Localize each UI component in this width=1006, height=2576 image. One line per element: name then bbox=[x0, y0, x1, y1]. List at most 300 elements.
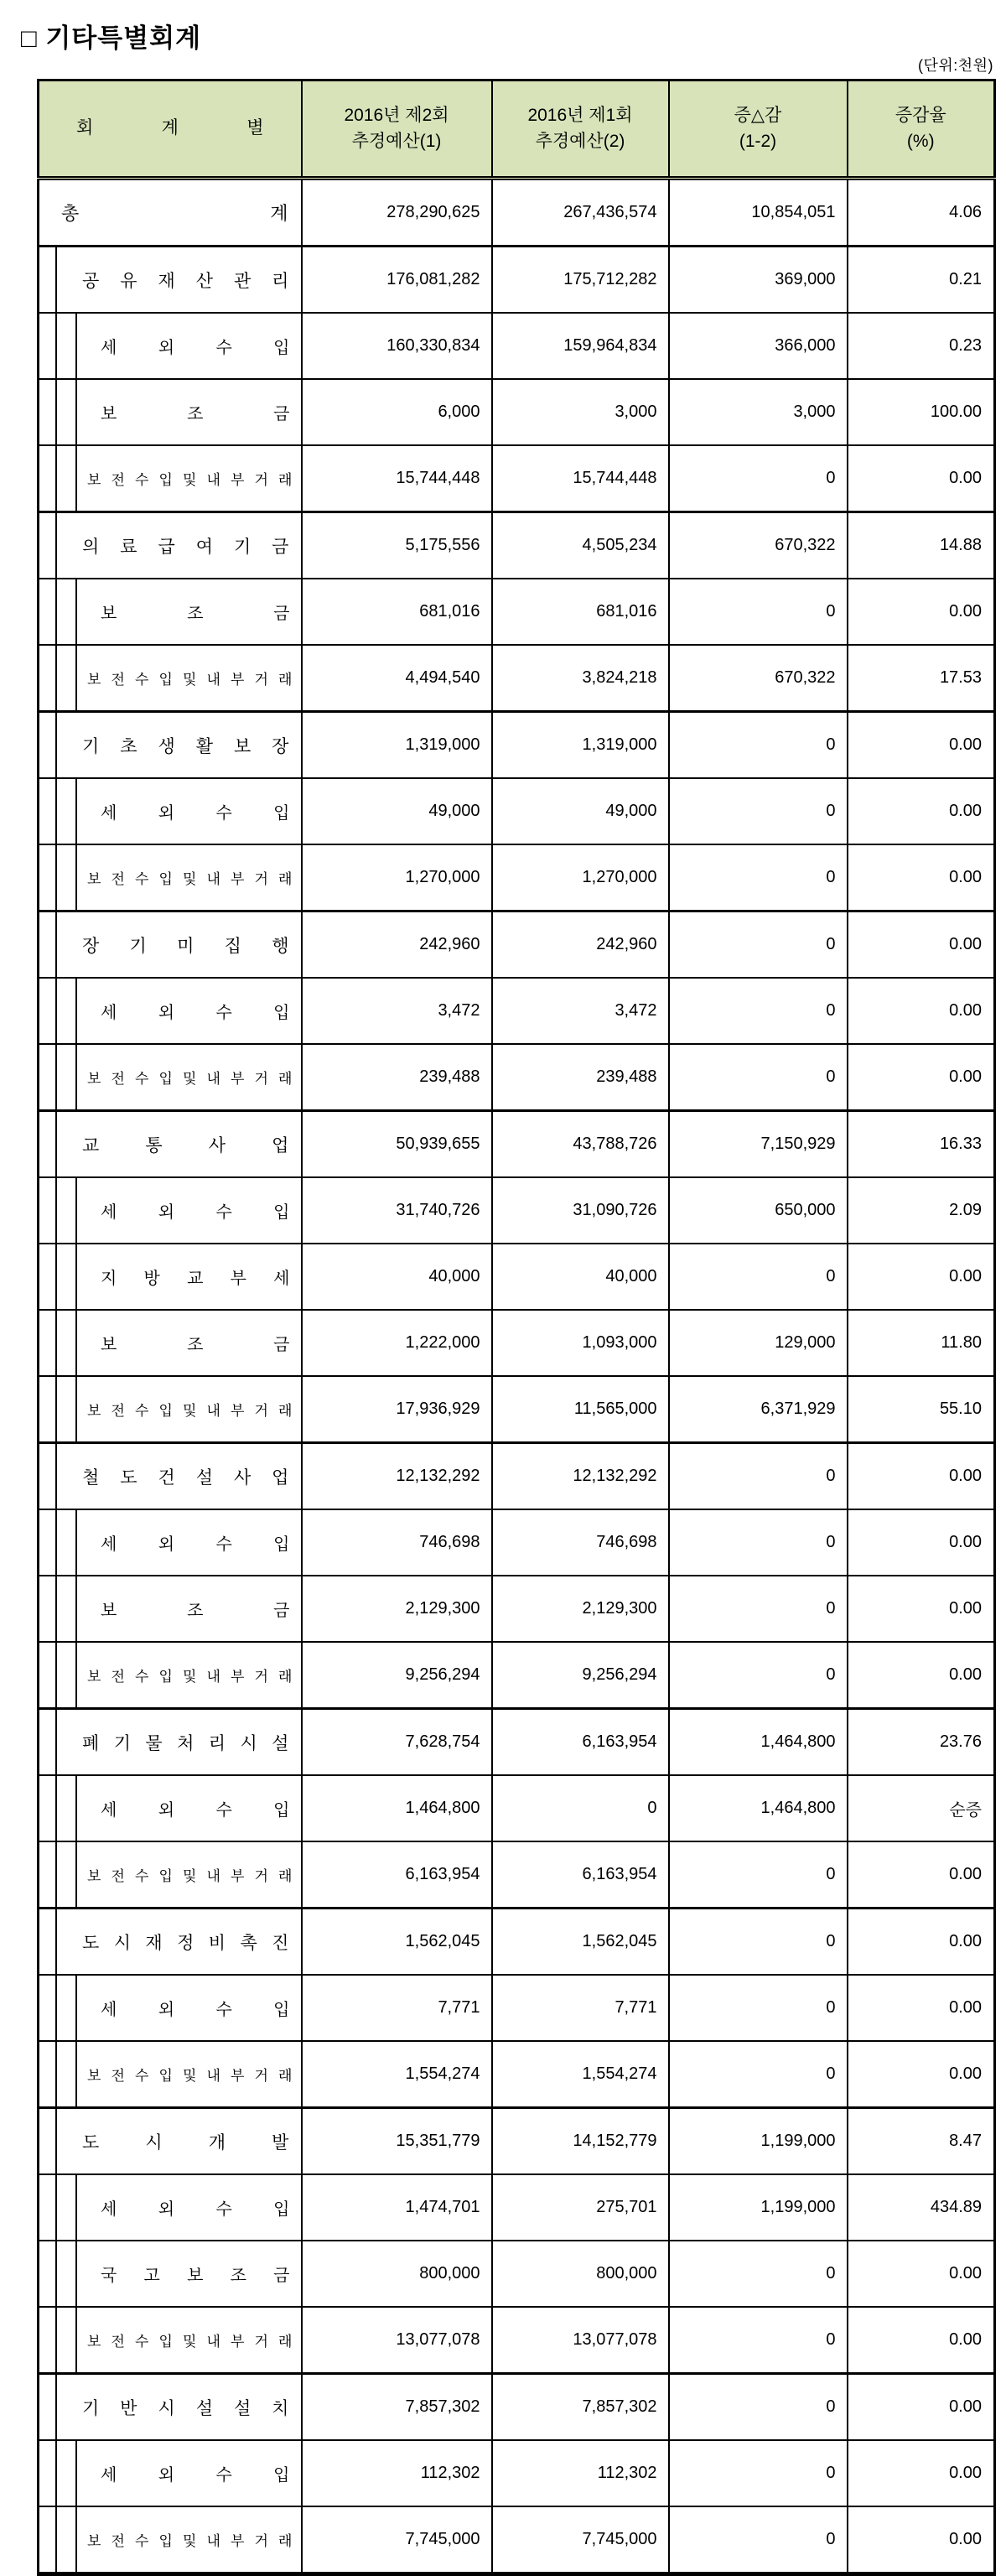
amount-budget2-cell: 13,077,078 bbox=[302, 2307, 492, 2374]
indent-guide-level2 bbox=[57, 1311, 77, 1375]
rate-cell: 순증 bbox=[848, 1775, 995, 1841]
indent-guide-level1 bbox=[39, 446, 57, 511]
rate-cell: 0.00 bbox=[848, 2041, 995, 2108]
col-header-rate-line2: (%) bbox=[906, 131, 935, 151]
account-name: 보 전 수 입 및 내 부 거 래 bbox=[87, 871, 293, 887]
unit-label: (단위:천원) bbox=[917, 57, 993, 74]
amount-diff-cell: 0 bbox=[669, 978, 848, 1044]
account-name: 세 외 수 입 bbox=[101, 2466, 290, 2485]
indent-guide-level2 bbox=[57, 1244, 77, 1309]
amount-budget1-cell: 3,824,218 bbox=[492, 645, 669, 712]
amount-budget1-cell: 12,132,292 bbox=[492, 1443, 669, 1510]
account-name: 지 방 교 부 세 bbox=[101, 1270, 290, 1288]
amount-budget1-cell: 40,000 bbox=[492, 1244, 669, 1310]
table-body bbox=[39, 179, 995, 2574]
indent-guide-level1 bbox=[39, 1909, 57, 1974]
account-sub-row bbox=[39, 1310, 995, 1376]
amount-budget2-cell: 1,554,274 bbox=[302, 2041, 492, 2108]
indent-guide-level1 bbox=[39, 1776, 57, 1841]
amount-budget2-cell: 746,698 bbox=[302, 1509, 492, 1576]
indent-guide-level2 bbox=[57, 446, 77, 511]
account-name: 보 전 수 입 및 내 부 거 래 bbox=[87, 472, 293, 488]
account-group-row bbox=[39, 1909, 995, 1976]
indent-guide-level2 bbox=[57, 1776, 77, 1841]
amount-diff-cell: 10,854,051 bbox=[669, 179, 848, 247]
account-sub-row bbox=[39, 313, 995, 379]
indent-guide-level2 bbox=[57, 2042, 77, 2106]
account-name-cell bbox=[39, 247, 302, 314]
amount-budget1-cell: 112,302 bbox=[492, 2440, 669, 2506]
amount-budget1-cell: 13,077,078 bbox=[492, 2307, 669, 2374]
account-group-row bbox=[39, 247, 995, 314]
amount-budget1-cell: 3,472 bbox=[492, 978, 669, 1044]
account-name: 보 조 금 bbox=[101, 405, 290, 423]
indent-guide-level2 bbox=[57, 2241, 77, 2306]
amount-budget1-cell: 6,163,954 bbox=[492, 1709, 669, 1776]
rate-cell: 434.89 bbox=[848, 2174, 995, 2241]
indent-guide-level1 bbox=[39, 912, 57, 977]
rate-cell: 0.00 bbox=[848, 2307, 995, 2374]
indent-guide-level1 bbox=[39, 1643, 57, 1707]
indent-guide-level1 bbox=[39, 1178, 57, 1243]
account-name: 세 외 수 입 bbox=[101, 1203, 290, 1222]
amount-budget2-cell: 50,939,655 bbox=[302, 1111, 492, 1178]
amount-budget1-cell: 7,745,000 bbox=[492, 2506, 669, 2574]
amount-budget2-cell: 2,129,300 bbox=[302, 1576, 492, 1642]
account-sub-row bbox=[39, 379, 995, 445]
account-name-cell bbox=[39, 579, 302, 645]
amount-budget2-cell: 6,163,954 bbox=[302, 1841, 492, 1909]
account-name-cell bbox=[39, 911, 302, 979]
indent-guide-level2 bbox=[57, 1643, 77, 1707]
amount-diff-cell: 7,150,929 bbox=[669, 1111, 848, 1178]
amount-budget1-cell: 7,857,302 bbox=[492, 2374, 669, 2441]
amount-budget2-cell: 9,256,294 bbox=[302, 1642, 492, 1709]
amount-budget1-cell: 1,270,000 bbox=[492, 844, 669, 911]
rate-cell: 0.00 bbox=[848, 445, 995, 512]
account-name-cell bbox=[39, 2374, 302, 2441]
amount-budget1-cell: 681,016 bbox=[492, 579, 669, 645]
account-name-cell bbox=[39, 1044, 302, 1111]
account-sub-row bbox=[39, 978, 995, 1044]
indent-guide-level1 bbox=[39, 2241, 57, 2306]
amount-budget2-cell: 5,175,556 bbox=[302, 512, 492, 579]
rate-cell: 17.53 bbox=[848, 645, 995, 712]
account-group-row bbox=[39, 1111, 995, 1178]
amount-budget1-cell: 4,505,234 bbox=[492, 512, 669, 579]
account-name-cell bbox=[39, 179, 302, 247]
amount-budget1-cell: 9,256,294 bbox=[492, 1642, 669, 1709]
page-title: □ 기타특별회계 bbox=[21, 23, 202, 53]
account-name-cell bbox=[39, 1111, 302, 1178]
amount-diff-cell: 366,000 bbox=[669, 313, 848, 379]
amount-diff-cell: 0 bbox=[669, 1044, 848, 1111]
amount-diff-cell: 670,322 bbox=[669, 645, 848, 712]
account-name: 보 전 수 입 및 내 부 거 래 bbox=[87, 672, 293, 688]
account-name-cell bbox=[39, 778, 302, 844]
account-name-cell bbox=[39, 313, 302, 379]
account-name: 보 전 수 입 및 내 부 거 래 bbox=[87, 2068, 293, 2084]
amount-diff-cell: 0 bbox=[669, 1975, 848, 2041]
account-name: 폐 기 물 처 리 시 설 bbox=[82, 1733, 289, 1753]
account-name-cell bbox=[39, 1443, 302, 1510]
rate-cell: 0.00 bbox=[848, 1509, 995, 1576]
amount-budget2-cell: 3,472 bbox=[302, 978, 492, 1044]
amount-budget1-cell: 15,744,448 bbox=[492, 445, 669, 512]
indent-guide-level2 bbox=[57, 2507, 77, 2572]
rate-cell: 0.00 bbox=[848, 1841, 995, 1909]
account-name: 보 조 금 bbox=[101, 1602, 290, 1620]
amount-budget2-cell: 1,319,000 bbox=[302, 712, 492, 779]
rate-cell: 0.00 bbox=[848, 1909, 995, 1976]
rate-cell: 4.06 bbox=[848, 179, 995, 247]
account-name-cell bbox=[39, 2440, 302, 2506]
rate-cell: 0.00 bbox=[848, 712, 995, 779]
account-sub-row bbox=[39, 1177, 995, 1244]
account-sub-row bbox=[39, 2174, 995, 2241]
indent-guide-level1 bbox=[39, 1244, 57, 1309]
amount-diff-cell: 0 bbox=[669, 712, 848, 779]
rate-cell: 0.00 bbox=[848, 978, 995, 1044]
account-name-cell bbox=[39, 1909, 302, 1976]
account-sub-row bbox=[39, 2440, 995, 2506]
rate-cell: 55.10 bbox=[848, 1376, 995, 1443]
account-name-cell bbox=[39, 712, 302, 779]
amount-budget2-cell: 176,081,282 bbox=[302, 247, 492, 314]
account-name: 기 반 시 설 설 치 bbox=[82, 2398, 289, 2418]
amount-budget2-cell: 7,628,754 bbox=[302, 1709, 492, 1776]
indent-guide-level1 bbox=[39, 2375, 57, 2439]
amount-diff-cell: 3,000 bbox=[669, 379, 848, 445]
amount-budget1-cell: 11,565,000 bbox=[492, 1376, 669, 1443]
account-sub-row bbox=[39, 1376, 995, 1443]
header-row bbox=[39, 80, 995, 179]
amount-budget2-cell: 1,474,701 bbox=[302, 2174, 492, 2241]
account-sub-row bbox=[39, 1576, 995, 1642]
account-name-cell bbox=[39, 1310, 302, 1376]
account-name: 세 외 수 입 bbox=[101, 1004, 290, 1022]
indent-guide-level2 bbox=[57, 779, 77, 844]
rate-cell: 0.00 bbox=[848, 1443, 995, 1510]
rate-cell: 23.76 bbox=[848, 1709, 995, 1776]
col-header-budget2-line1: 2016년 제2회 bbox=[344, 106, 449, 126]
account-sub-row bbox=[39, 1642, 995, 1709]
col-header-budget2-line2: 추경예산(1) bbox=[351, 131, 442, 151]
rate-cell: 0.00 bbox=[848, 2440, 995, 2506]
account-name-cell bbox=[39, 379, 302, 445]
indent-guide-level1 bbox=[39, 1045, 57, 1109]
amount-budget1-cell: 43,788,726 bbox=[492, 1111, 669, 1178]
amount-diff-cell: 0 bbox=[669, 1576, 848, 1642]
account-name: 보 전 수 입 및 내 부 거 래 bbox=[87, 2533, 293, 2549]
indent-guide-level2 bbox=[57, 380, 77, 444]
table-header bbox=[39, 80, 995, 179]
account-name-cell bbox=[39, 2174, 302, 2241]
amount-diff-cell: 670,322 bbox=[669, 512, 848, 579]
amount-budget2-cell: 17,936,929 bbox=[302, 1376, 492, 1443]
rate-cell: 11.80 bbox=[848, 1310, 995, 1376]
account-name: 공 유 재 산 관 리 bbox=[82, 271, 289, 291]
rate-cell: 0.00 bbox=[848, 2506, 995, 2574]
amount-diff-cell: 0 bbox=[669, 1841, 848, 1909]
amount-budget2-cell: 12,132,292 bbox=[302, 1443, 492, 1510]
indent-guide-level1 bbox=[39, 1377, 57, 1441]
rate-cell: 0.00 bbox=[848, 1642, 995, 1709]
indent-guide-level2 bbox=[57, 579, 77, 644]
account-sub-row bbox=[39, 579, 995, 645]
account-name-cell bbox=[39, 1244, 302, 1310]
col-header-budget1-line1: 2016년 제1회 bbox=[527, 106, 633, 126]
indent-guide-level1 bbox=[39, 513, 57, 578]
col-header-budget1 bbox=[492, 80, 669, 179]
rate-cell: 0.00 bbox=[848, 1975, 995, 2041]
account-name-cell bbox=[39, 844, 302, 911]
account-name: 보 전 수 입 및 내 부 거 래 bbox=[87, 1071, 293, 1087]
amount-diff-cell: 650,000 bbox=[669, 1177, 848, 1244]
account-name-cell bbox=[39, 512, 302, 579]
account-name-cell bbox=[39, 2307, 302, 2374]
indent-guide-level2 bbox=[57, 979, 77, 1043]
amount-budget2-cell: 242,960 bbox=[302, 911, 492, 979]
account-name: 총 계 bbox=[61, 203, 288, 224]
indent-guide-level1 bbox=[39, 1710, 57, 1774]
col-header-account-label: 회 계 별 bbox=[76, 118, 264, 138]
amount-diff-cell: 0 bbox=[669, 579, 848, 645]
amount-budget1-cell: 175,712,282 bbox=[492, 247, 669, 314]
indent-guide-level1 bbox=[39, 713, 57, 777]
account-name: 보 조 금 bbox=[101, 605, 290, 623]
rate-cell: 0.00 bbox=[848, 2241, 995, 2307]
amount-budget2-cell: 15,744,448 bbox=[302, 445, 492, 512]
account-name-cell bbox=[39, 1509, 302, 1576]
account-name-cell bbox=[39, 1841, 302, 1909]
amount-budget1-cell: 31,090,726 bbox=[492, 1177, 669, 1244]
indent-guide-level1 bbox=[39, 1842, 57, 1907]
amount-budget2-cell: 1,464,800 bbox=[302, 1775, 492, 1841]
indent-guide-level2 bbox=[57, 1842, 77, 1907]
col-header-diff-line1: 증△감 bbox=[734, 106, 782, 126]
amount-diff-cell: 1,199,000 bbox=[669, 2174, 848, 2241]
amount-diff-cell: 1,464,800 bbox=[669, 1775, 848, 1841]
indent-guide-level1 bbox=[39, 1510, 57, 1575]
rate-cell: 0.00 bbox=[848, 1244, 995, 1310]
account-name: 보 전 수 입 및 내 부 거 래 bbox=[87, 1669, 293, 1685]
account-name-cell bbox=[39, 1775, 302, 1841]
account-name-cell bbox=[39, 978, 302, 1044]
rate-cell: 0.23 bbox=[848, 313, 995, 379]
account-name: 장 기 미 집 행 bbox=[82, 936, 289, 956]
amount-diff-cell: 1,464,800 bbox=[669, 1709, 848, 1776]
account-name: 보 전 수 입 및 내 부 거 래 bbox=[87, 1868, 293, 1884]
indent-guide-level1 bbox=[39, 314, 57, 378]
account-sub-row bbox=[39, 445, 995, 512]
amount-diff-cell: 0 bbox=[669, 911, 848, 979]
indent-guide-level2 bbox=[57, 1178, 77, 1243]
col-header-account bbox=[39, 80, 302, 179]
amount-diff-cell: 0 bbox=[669, 844, 848, 911]
indent-guide-level1 bbox=[39, 247, 57, 312]
account-name: 철 도 건 설 사 업 bbox=[82, 1467, 289, 1488]
account-name: 의 료 급 여 기 금 bbox=[82, 537, 289, 557]
rate-cell: 0.21 bbox=[848, 247, 995, 314]
account-name: 세 외 수 입 bbox=[101, 2001, 290, 2019]
amount-budget1-cell: 14,152,779 bbox=[492, 2108, 669, 2175]
amount-diff-cell: 1,199,000 bbox=[669, 2108, 848, 2175]
rate-cell: 2.09 bbox=[848, 1177, 995, 1244]
indent-guide-level2 bbox=[57, 2441, 77, 2506]
account-name: 보 전 수 입 및 내 부 거 래 bbox=[87, 2334, 293, 2350]
amount-budget2-cell: 112,302 bbox=[302, 2440, 492, 2506]
col-header-diff bbox=[669, 80, 848, 179]
col-header-budget1-line2: 추경예산(2) bbox=[535, 131, 625, 151]
account-name-cell bbox=[39, 1975, 302, 2041]
indent-guide-level1 bbox=[39, 845, 57, 910]
indent-guide-level1 bbox=[39, 979, 57, 1043]
indent-guide-level2 bbox=[57, 1976, 77, 2040]
account-name-cell bbox=[39, 1177, 302, 1244]
indent-guide-level2 bbox=[57, 2308, 77, 2372]
indent-guide-level1 bbox=[39, 2441, 57, 2506]
amount-budget2-cell: 40,000 bbox=[302, 1244, 492, 1310]
indent-guide-level2 bbox=[57, 1377, 77, 1441]
account-sub-row bbox=[39, 1975, 995, 2041]
indent-guide-level1 bbox=[39, 1112, 57, 1176]
amount-budget1-cell: 49,000 bbox=[492, 778, 669, 844]
account-name-cell bbox=[39, 445, 302, 512]
account-name: 세 외 수 입 bbox=[101, 339, 290, 357]
indent-guide-level2 bbox=[57, 1576, 77, 1641]
rate-cell: 0.00 bbox=[848, 2374, 995, 2441]
amount-budget2-cell: 7,745,000 bbox=[302, 2506, 492, 2574]
account-name: 세 외 수 입 bbox=[101, 2200, 290, 2219]
account-sub-row bbox=[39, 1244, 995, 1310]
amount-budget1-cell: 1,319,000 bbox=[492, 712, 669, 779]
amount-budget1-cell: 6,163,954 bbox=[492, 1841, 669, 1909]
amount-budget1-cell: 239,488 bbox=[492, 1044, 669, 1111]
account-name: 기 초 생 활 보 장 bbox=[82, 736, 289, 756]
account-sub-row bbox=[39, 1775, 995, 1841]
account-group-row bbox=[39, 2108, 995, 2175]
account-name-cell bbox=[39, 1642, 302, 1709]
account-name-cell bbox=[39, 1376, 302, 1443]
amount-budget1-cell: 3,000 bbox=[492, 379, 669, 445]
indent-guide-level1 bbox=[39, 1976, 57, 2040]
amount-budget1-cell: 1,554,274 bbox=[492, 2041, 669, 2108]
indent-guide-level1 bbox=[39, 2109, 57, 2174]
indent-guide-level1 bbox=[39, 1311, 57, 1375]
rate-cell: 0.00 bbox=[848, 778, 995, 844]
budget-table bbox=[37, 79, 996, 2576]
amount-budget2-cell: 1,562,045 bbox=[302, 1909, 492, 1976]
amount-budget2-cell: 49,000 bbox=[302, 778, 492, 844]
rate-cell: 0.00 bbox=[848, 844, 995, 911]
account-group-row bbox=[39, 2374, 995, 2441]
account-name: 세 외 수 입 bbox=[101, 804, 290, 823]
amount-diff-cell: 369,000 bbox=[669, 247, 848, 314]
col-header-rate-line1: 증감율 bbox=[895, 106, 946, 126]
indent-guide-level2 bbox=[57, 2175, 77, 2240]
rate-cell: 100.00 bbox=[848, 379, 995, 445]
indent-guide-level2 bbox=[57, 1045, 77, 1109]
amount-diff-cell: 0 bbox=[669, 1509, 848, 1576]
account-name: 도 시 개 발 bbox=[82, 2132, 289, 2153]
account-name: 세 외 수 입 bbox=[101, 1535, 290, 1554]
rate-cell: 0.00 bbox=[848, 579, 995, 645]
amount-budget2-cell: 31,740,726 bbox=[302, 1177, 492, 1244]
account-sub-row bbox=[39, 2506, 995, 2574]
account-group-row bbox=[39, 1443, 995, 1510]
account-name-cell bbox=[39, 2108, 302, 2175]
account-sub-row bbox=[39, 2307, 995, 2374]
account-name: 보 전 수 입 및 내 부 거 래 bbox=[87, 1403, 293, 1419]
account-name-cell bbox=[39, 1709, 302, 1776]
col-header-budget2 bbox=[302, 80, 492, 179]
amount-budget1-cell: 267,436,574 bbox=[492, 179, 669, 247]
account-sub-row bbox=[39, 645, 995, 712]
total-row bbox=[39, 179, 995, 247]
amount-diff-cell: 0 bbox=[669, 2307, 848, 2374]
amount-diff-cell: 6,371,929 bbox=[669, 1376, 848, 1443]
amount-diff-cell: 0 bbox=[669, 1244, 848, 1310]
indent-guide-level2 bbox=[57, 1510, 77, 1575]
amount-budget1-cell: 275,701 bbox=[492, 2174, 669, 2241]
amount-budget1-cell: 2,129,300 bbox=[492, 1576, 669, 1642]
indent-guide-level1 bbox=[39, 2507, 57, 2572]
amount-budget2-cell: 6,000 bbox=[302, 379, 492, 445]
amount-budget2-cell: 681,016 bbox=[302, 579, 492, 645]
amount-diff-cell: 0 bbox=[669, 1443, 848, 1510]
account-name-cell bbox=[39, 2041, 302, 2108]
account-sub-row bbox=[39, 1841, 995, 1909]
amount-diff-cell: 129,000 bbox=[669, 1310, 848, 1376]
account-name-cell bbox=[39, 645, 302, 712]
amount-budget1-cell: 0 bbox=[492, 1775, 669, 1841]
account-sub-row bbox=[39, 2041, 995, 2108]
account-name: 보 조 금 bbox=[101, 1336, 290, 1354]
amount-budget1-cell: 746,698 bbox=[492, 1509, 669, 1576]
account-name-cell bbox=[39, 2506, 302, 2574]
amount-budget1-cell: 159,964,834 bbox=[492, 313, 669, 379]
account-sub-row bbox=[39, 1044, 995, 1111]
indent-guide-level2 bbox=[57, 314, 77, 378]
indent-guide-level1 bbox=[39, 1576, 57, 1641]
amount-diff-cell: 0 bbox=[669, 2041, 848, 2108]
amount-budget2-cell: 1,270,000 bbox=[302, 844, 492, 911]
amount-diff-cell: 0 bbox=[669, 1909, 848, 1976]
account-group-row bbox=[39, 911, 995, 979]
amount-diff-cell: 0 bbox=[669, 2440, 848, 2506]
amount-budget2-cell: 800,000 bbox=[302, 2241, 492, 2307]
amount-diff-cell: 0 bbox=[669, 2506, 848, 2574]
account-name-cell bbox=[39, 1576, 302, 1642]
rate-cell: 14.88 bbox=[848, 512, 995, 579]
amount-budget1-cell: 242,960 bbox=[492, 911, 669, 979]
indent-guide-level2 bbox=[57, 845, 77, 910]
amount-budget2-cell: 7,771 bbox=[302, 1975, 492, 2041]
indent-guide-level1 bbox=[39, 646, 57, 710]
indent-guide-level1 bbox=[39, 2042, 57, 2106]
amount-budget2-cell: 15,351,779 bbox=[302, 2108, 492, 2175]
col-header-diff-line2: (1-2) bbox=[739, 131, 777, 151]
account-name-cell bbox=[39, 2241, 302, 2307]
account-group-row bbox=[39, 1709, 995, 1776]
indent-guide-level1 bbox=[39, 380, 57, 444]
account-group-row bbox=[39, 712, 995, 779]
rate-cell: 16.33 bbox=[848, 1111, 995, 1178]
amount-diff-cell: 0 bbox=[669, 778, 848, 844]
indent-guide-level1 bbox=[39, 2308, 57, 2372]
amount-budget1-cell: 1,562,045 bbox=[492, 1909, 669, 1976]
